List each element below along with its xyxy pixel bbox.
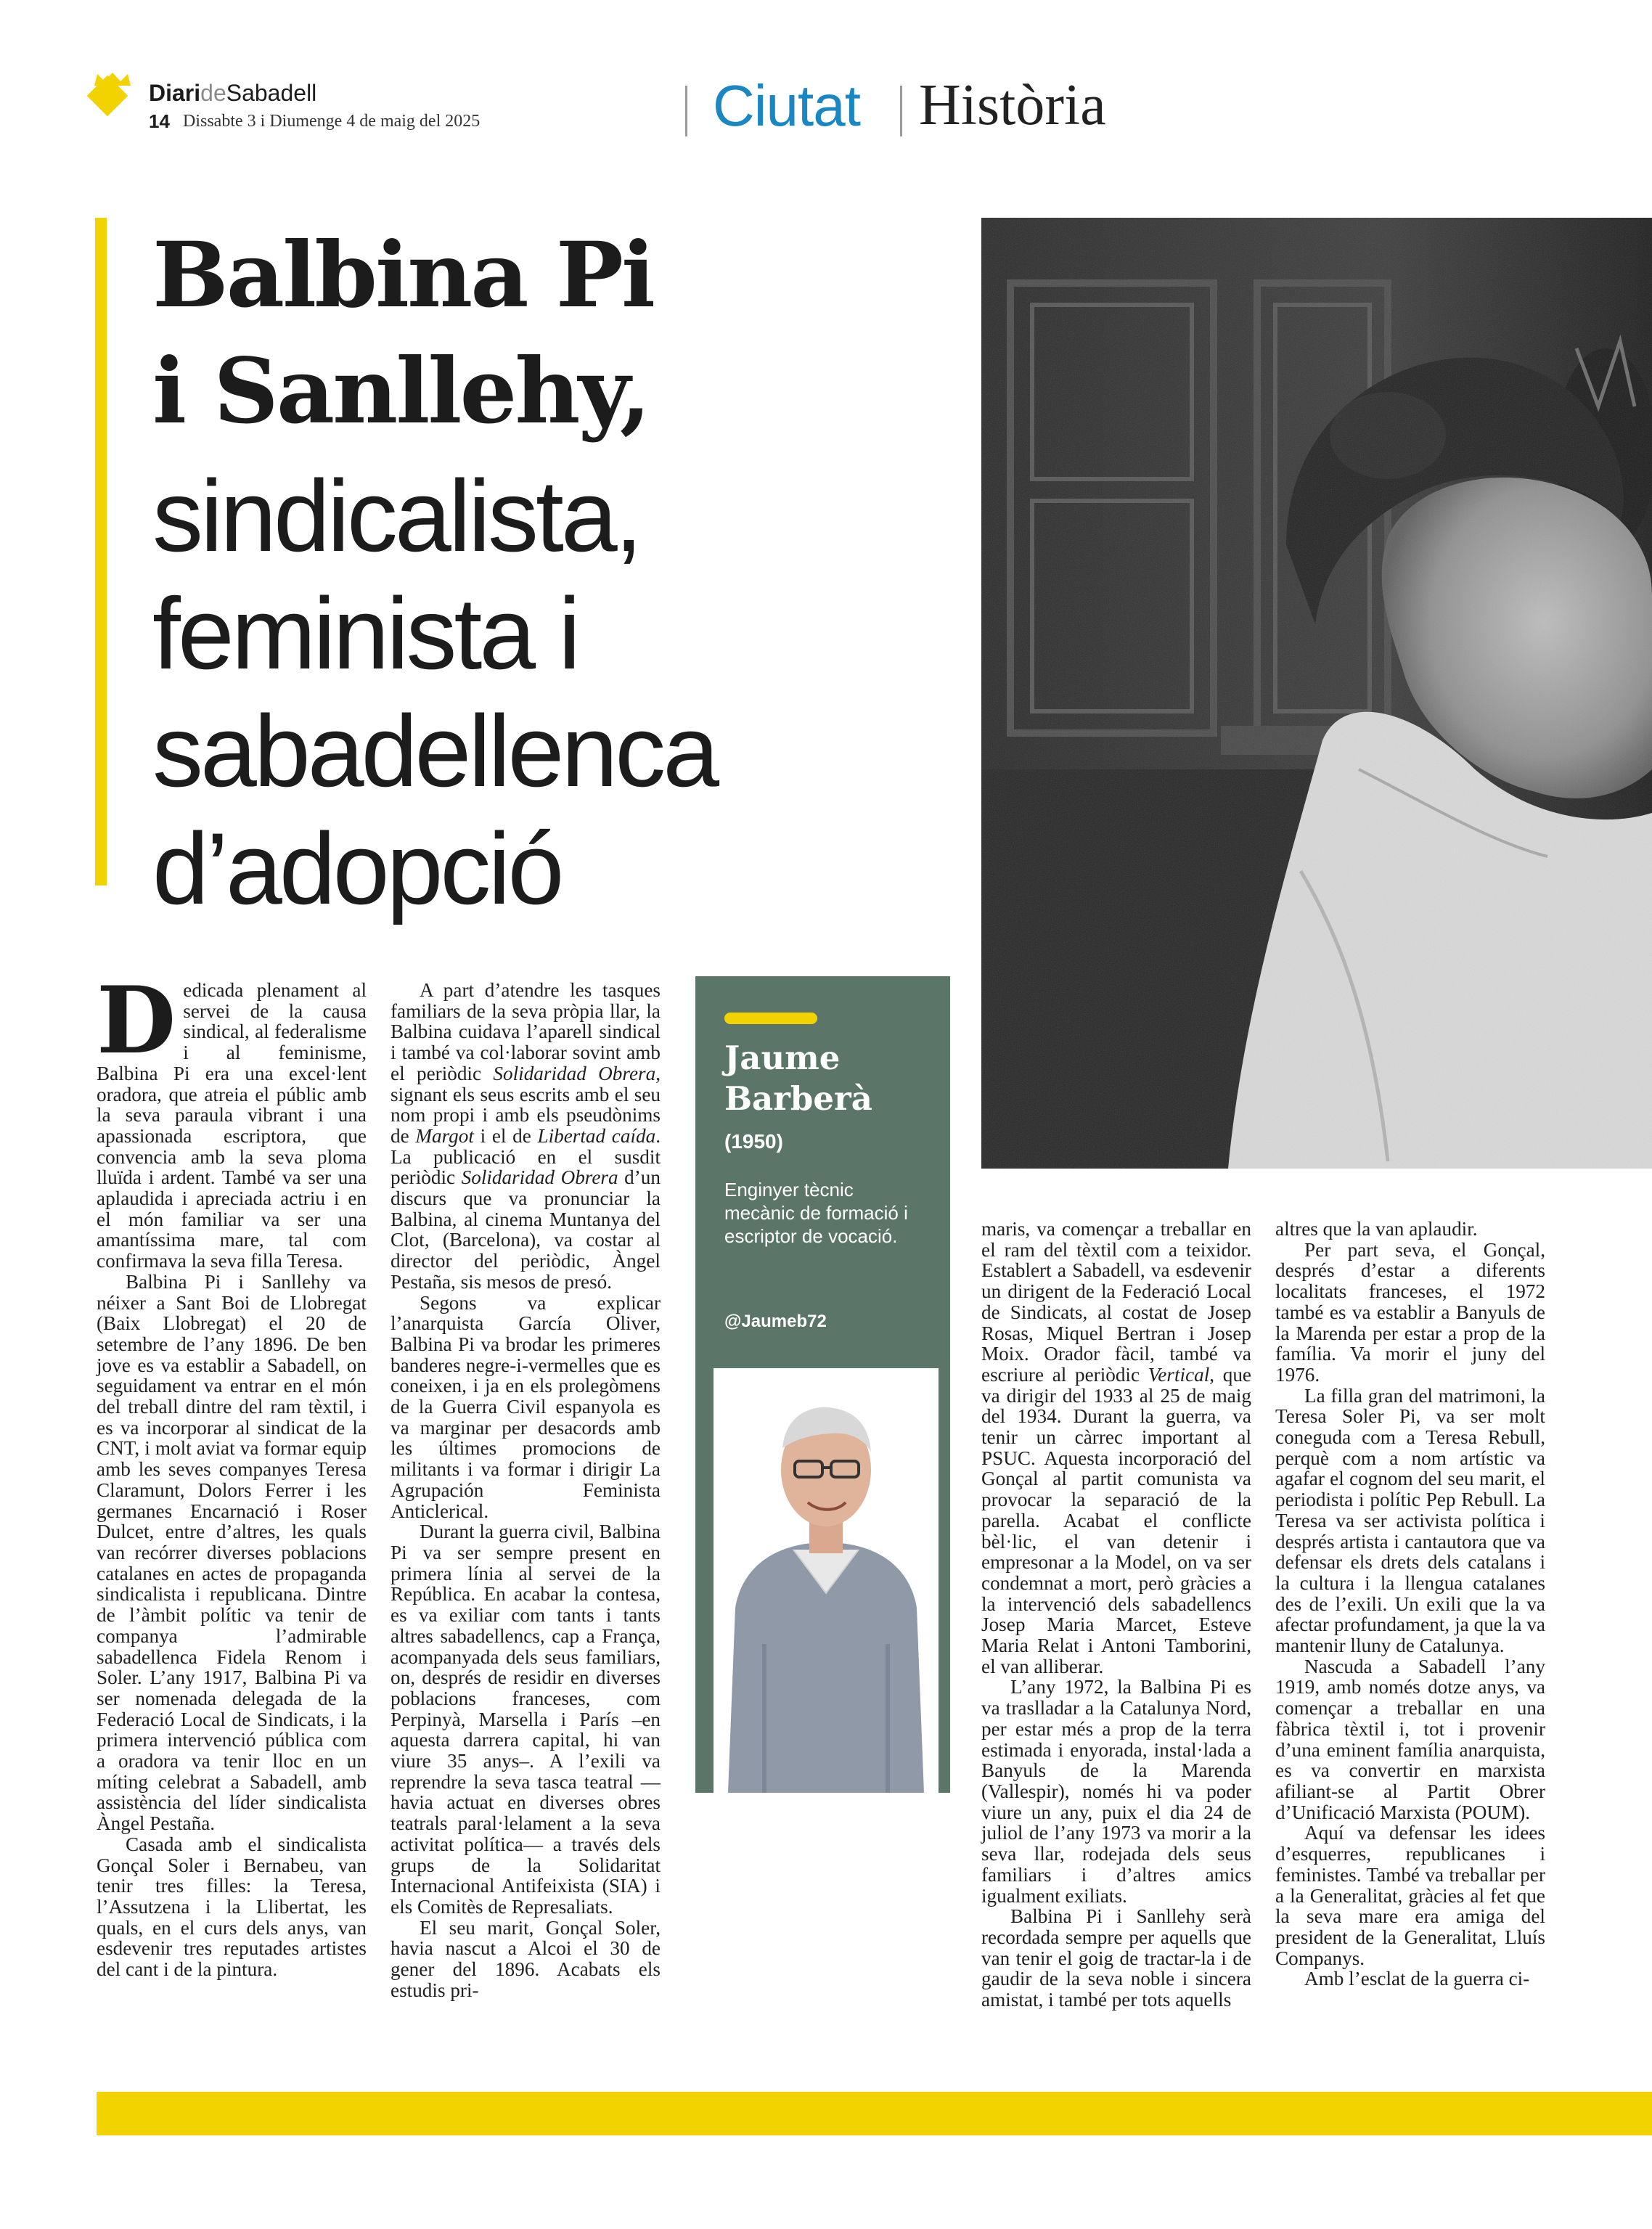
main-photo-illustration xyxy=(981,218,1652,1169)
headline-line-2-text: i Sanllehy xyxy=(152,339,620,444)
article-paragraph: Per part seva, el Gonçal, després d’estar a diferents localitats franceses, el 1972 també es va establir a Banyuls de la Marenda per estar a prop de la família. Va morir el juny del 1976. xyxy=(1275,1238,1545,1386)
subsection-divider xyxy=(900,86,902,136)
publication-name: Vertical xyxy=(1148,1363,1210,1386)
publication-name: Solidaridad Obrera xyxy=(461,1166,618,1189)
main-photo xyxy=(981,218,1652,1169)
article-paragraph: altres que la van aplaudir. xyxy=(1275,1218,1478,1240)
page-number: 14 xyxy=(149,110,170,132)
article-paragraph: Balbina Pi i Sanllehy serà recordada sempre per aquells que van tenir el goig de tractar-la i de gaudir de la seva noble i sincera amistat, i també per tots aquells xyxy=(981,1905,1251,2011)
drop-cap: D xyxy=(97,967,176,1074)
logo-crown-icon xyxy=(93,71,132,87)
brand-rest: Sabadell xyxy=(226,80,317,106)
article-paragraph: Casada amb el sindicalista Gonçal Soler i Bernabeu, van tenir tres filles: la Teresa, l’Assutzena i la Llibertat, les quals, en el curs dels anys, van esdevenir tres reputades artistes del cant i de la pintura. xyxy=(97,1833,367,1981)
pseudonym: Libertad caída xyxy=(537,1124,656,1147)
headline-name xyxy=(152,218,653,450)
author-bio: Enginyer tècnic mecànic de formació i escriptor de vocació. xyxy=(724,1179,908,1247)
headline-comma: , xyxy=(619,339,649,444)
footer-accent-bar xyxy=(97,2092,1652,2135)
article-paragraph: La filla gran del matrimoni, la Teresa Soler Pi, va ser molt coneguda com a Teresa Rebull, perquè com a nom artístic va agafar el cognom del seu marit, el periodista i polític Pep Rebull. La Teresa va ser activista política i després artista i cantautora que va defensar els drets dels catalans i la cultura i la llengua catalanes des de l’exili. Un exili que la va afectar profundament, ja que la va mantenir lluny de Catalunya. xyxy=(1275,1384,1545,1657)
article-paragraph: El seu marit, Gonçal Soler, havia nascut a Alcoi el 30 de gener del 1896. Acabats els estudis pri- xyxy=(390,1916,661,2001)
paragraph-text: edicada plenament al servei de la causa sindical, al federalisme i al feminisme, Balbina Pi era una excel·lent oradora, que atreia el públic amb la seva paraula vibrant i una apassionada escriptora, que convencia amb la seva ploma lluïda i ardent. També va ser una aplaudida i apreciada actriu i en el món familiar va ser una amantíssima mare, tal com confirmava la seva filla Teresa. xyxy=(97,979,367,1272)
article-paragraph: Amb l’esclat de la guerra ci- xyxy=(1304,1968,1530,1990)
brand-bold: Diari xyxy=(149,80,201,106)
paragraph-text: maris, va començar a treballar en el ram del tèxtil com a teixidor. Establert a Sabadell, va esdevenir un dirigent de la Federació Local de Sindicats, al costat de Josep Rosas, Miquel Bertran i Josep Moix. Orador fàcil, també va escriure al periòdic xyxy=(981,1218,1251,1386)
article-paragraph: L’any 1972, la Balbina Pi es va traslladar a la Catalunya Nord, per estar més a prop de la terra estimada i enyorada, instal·lada a Banyuls de la Marenda (Vallespir), només hi va poder viure un any, puix el dia 24 de juliol de l’any 1973 va morir a la seva llar, rodejada dels seus familiars i d’altres amics igualment exiliats. xyxy=(981,1676,1251,1907)
headline-subtitle xyxy=(152,457,716,928)
author-portrait xyxy=(713,1368,939,1793)
article-column-3 xyxy=(981,1219,1251,2011)
article-paragraph: Balbina Pi i Sanllehy va néixer a Sant Boi de Llobregat (Baix Llobregat) el 20 de setembre de l’any 1896. De ben jove es va establir a Sabadell, on seguidament va entrar en el món del treball dintre del ram tèxtil, i es va incorporar al sindicat de la CNT, i molt aviat va formar equip amb les seves companyes Teresa Claramunt, Dolors Ferrer i les germanes Encarnació i Roser Dulcet, entre d’altres, les quals van recórrer diverses poblacions catalanes en actes de propaganda sindicalista i republicana. Dintre de l’àmbit polític va tenir de companya l’admirable sabadellenca Fidela Renom i Soler. L’any 1917, Balbina Pi va ser nomenada delegada de la Federació Local de Sindicats, i la primera intervenció pública com a oradora va tenir lloc en un míting celebrat a Sabadell, amb assistència del líder sindicalista Àngel Pestaña. xyxy=(97,1270,367,1835)
article-paragraph xyxy=(97,967,367,1272)
article-column-1 xyxy=(97,967,367,1981)
masthead-brand xyxy=(149,80,316,107)
author-box xyxy=(695,976,950,1793)
article-paragraph: Aquí va defensar les idees d’esquerres, republicanes i feministes. També va treballar per a la Generalitat, gràcies al fet que la seva mare era amiga del president de la Generalitat, Lluís Companys. xyxy=(1275,1822,1545,1969)
headline-line-2 xyxy=(152,334,653,450)
article-paragraph: Durant la guerra civil, Balbina Pi va ser sempre present en primera línia al servei de la República. En acabar la contesa, es va exiliar com tants i tants altres sabadellencs, cap a França, acompanyada dels seus familiars, on, després de residir en diverses poblacions franceses, com Perpinyà, Marsella i París –en aquesta darrera capital, hi van viure 35 anys–. A l’exili va reprendre la seva tasca teatral —havia actuat en diverses obres teatrals paral·lelament a la seva activitat política— a través dels grups de la Solidaritat Internacional Antifeixista (SIA) i els Comitès de Represaliats. xyxy=(390,1521,661,1918)
pseudonym: Margot xyxy=(415,1124,474,1147)
headline-line-6: d’adopció xyxy=(152,811,562,925)
paragraph-text: i el de xyxy=(473,1124,538,1147)
headline-line-3: sindicalista, xyxy=(152,459,640,573)
paragraph-text: , signant els seus escrits amb el seu nom propi i amb els pseudònims de xyxy=(390,1062,661,1147)
section-title: Ciutat xyxy=(713,73,860,138)
paragraph-text: d’un discurs que va pronunciar la Balbina, al cinema Muntanya del Clot, (Barcelona), va costar al director del periòdic, Àngel Pestaña, sis mesos de presó. xyxy=(390,1166,661,1293)
author-accent-bar xyxy=(724,1013,817,1024)
paragraph-text: , que va dirigir del 1933 al 25 de maig del 1934. Durant la guerra, va tenir un càrrec important al PSUC. Aquesta incorporació del Gonçal al partit comunista va provocar la separació de la parella. Acabat el conflicte bèl·lic, el van detenir i empresonar a la Model, on va ser condemnat a mort, però gràcies a la intervenció dels sabadellencs Josep Maria Marcet, Esteve Maria Relat i Antoni Tamborini, el van alliberar. xyxy=(981,1363,1251,1677)
publication-name: Solidaridad Obrera xyxy=(493,1062,656,1084)
issue-date: Dissabte 3 i Diumenge 4 de maig del 2025 xyxy=(183,112,481,131)
article-paragraph: Nascuda a Sabadell l’any 1919, amb només dotze anys, va començar a treballar en una fàbrica tèxtil i, tot i provenir d’una eminent família anarquista, es va convertir en marxista afiliant-se al Partit Obrer d’Unificació Marxista (POUM). xyxy=(1275,1655,1545,1823)
article-column-4 xyxy=(1275,1219,1545,1989)
headline-line-1: Balbina Pi xyxy=(152,223,654,328)
author-name: Jaume Barberà xyxy=(724,1039,872,1118)
article-column-2 xyxy=(390,980,661,2000)
headline-line-5: sabadellenca xyxy=(152,694,717,808)
section-divider xyxy=(685,86,687,136)
headline-line-4: feminista i xyxy=(152,576,578,690)
author-year: (1950) xyxy=(724,1130,783,1153)
article-paragraph xyxy=(981,1219,1251,1677)
paragraph-text: A part d’atendre les tasques familiars de la seva pròpia llar, la Balbina cuidava l’aparell sindical i també va col·laborar sovint amb el periòdic xyxy=(390,979,661,1084)
article-paragraph xyxy=(390,980,661,1293)
paragraph-text: . La publicació en el susdit periòdic xyxy=(390,1124,661,1189)
author-handle[interactable]: @Jaumeb72 xyxy=(724,1312,827,1331)
article-paragraph: Segons va explicar l’anarquista García Oliver, Balbina Pi va brodar les primeres banderes negre-i-vermelles que es coneixen, i ja en els prolegòmens de la Guerra Civil espanyola es va marginar per desacords amb les últimes promocions de militants i va formar i dirigir La Agrupación Feminista Anticlerical. xyxy=(390,1291,661,1522)
brand-de: de xyxy=(200,80,226,106)
headline-accent-bar xyxy=(95,218,107,886)
subsection-title: Història xyxy=(919,73,1106,137)
